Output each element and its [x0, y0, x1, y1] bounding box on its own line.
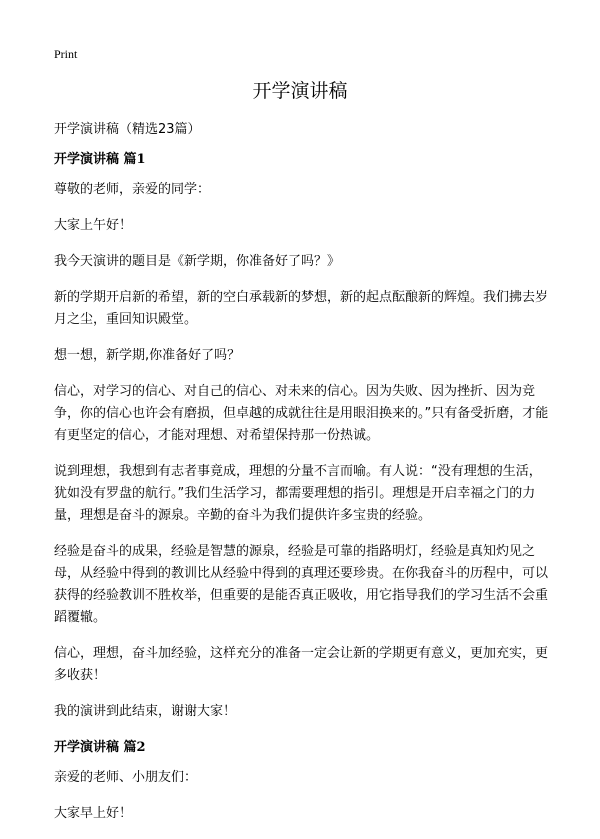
- paragraph: 大家上午好！: [54, 218, 133, 233]
- paragraph: 想一想，新学期,你准备好了吗？: [54, 348, 241, 363]
- paragraph: 说到理想，我想到有志者事竟成，理想的分量不言而喻。有人说：“没有理想的生活，犹如没有罗盘的航行。”我们生活学习，都需要理想的指引。理想是开启幸福之门的力量，理想是奋斗的源泉。辛勤的奋斗为我们提供许多宝贵的经验。: [54, 464, 542, 523]
- document-title: 开学演讲稿: [252, 80, 348, 102]
- document-body: [54, 119, 554, 839]
- paragraph: 亲爱的老师、小朋友们：: [54, 770, 198, 785]
- paragraph: 新的学期开启新的希望，新的空白承载新的梦想，新的起点酝酿新的辉煌。我们拂去岁月之尘，重回知识殿堂。: [54, 290, 549, 327]
- paragraph: 尊敬的老师，亲爱的同学：: [54, 182, 211, 197]
- section-heading: 开学演讲稿 篇2: [54, 740, 146, 755]
- paragraph: 我今天演讲的题目是《新学期，你准备好了吗？》: [54, 254, 341, 269]
- paragraph: 我的演讲到此结束，谢谢大家！: [54, 704, 237, 719]
- paragraph: 大家早上好！: [54, 806, 133, 821]
- paragraph: 经验是奋斗的成果，经验是智慧的源泉，经验是可靠的指路明灯，经验是真知灼见之母，从经验中得到的教训比从经验中得到的真理还要珍贵。在你我奋斗的历程中，可以获得的经验教训不胜枚举，但重要的是能否真正吸收，用它指导我们的学习生活不会重蹈覆辙。: [54, 544, 549, 625]
- print-label: Print: [54, 47, 78, 61]
- paragraph: 信心，理想，奋斗加经验，这样充分的准备一定会让新的学期更有意义，更加充实，更多收获！: [54, 646, 549, 683]
- paragraph: 信心，对学习的信心、对自己的信心、对未来的信心。因为失败、因为挫折、因为竞争，你的信心也许会有磨损，但卓越的成就往往是用眼泪换来的。”只有备受折磨，才能有更坚定的信心，才能对理想、对希望保持那一份热诚。: [54, 384, 549, 443]
- document-subtitle: 开学演讲稿（精选23篇）: [54, 122, 201, 137]
- section-heading: 开学演讲稿 篇1: [54, 152, 146, 167]
